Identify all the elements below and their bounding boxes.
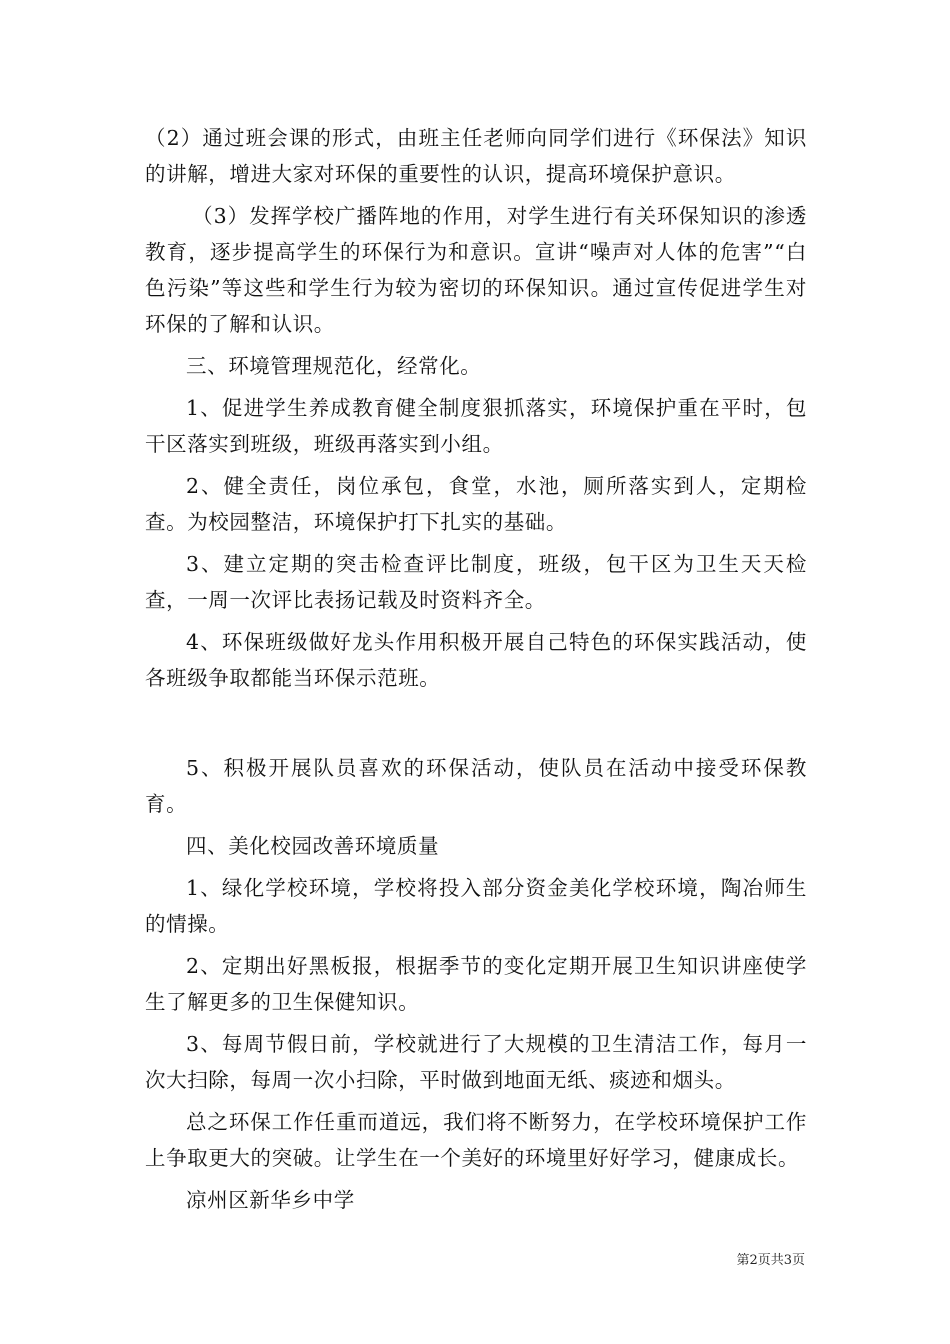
paragraph-management-4: 4、环保班级做好龙头作用积极开展自己特色的环保实践活动，使各班级争取都能当环保示范班。	[145, 630, 807, 690]
page-number: 第2页共3页	[736, 1253, 805, 1268]
heading-management: 三、环境管理规范化，经常化。	[186, 354, 482, 378]
paragraph-management-3: 3、建立定期的突击检查评比制度，班级，包干区为卫生天天检查，一周一次评比表扬记载及时资料齐全。	[145, 552, 807, 612]
section-gap	[145, 702, 807, 750]
paragraph-class-meeting: （2）通过班会课的形式，由班主任老师向同学们进行《环保法》知识的讲解，增进大家对环保的重要性的认识，提高环境保护意识。	[145, 126, 807, 186]
heading-beautify: 四、美化校园改善环境质量	[186, 834, 440, 858]
paragraph-beautify-3: 3、每周节假日前，学校就进行了大规模的卫生清洁工作，每月一次大扫除，每周一次小扫除，平时做到地面无纸、痰迹和烟头。	[145, 1032, 807, 1092]
paragraph-management-5: 5、积极开展队员喜欢的环保活动，使队员在活动中接受环保教育。	[145, 756, 807, 816]
paragraph-conclusion: 总之环保工作任重而道远，我们将不断努力，在学校环境保护工作上争取更大的突破。让学生在一个美好的环境里好好学习，健康成长。	[145, 1110, 807, 1170]
paragraph-broadcast: （3）发挥学校广播阵地的作用，对学生进行有关环保知识的渗透教育，逐步提高学生的环保行为和意识。宣讲“噪声对人体的危害”“白色污染”等这些和学生行为较为密切的环保知识。通过宣传促进学生对环保的了解和认识。	[145, 204, 807, 336]
paragraph-management-2: 2、健全责任，岗位承包，食堂，水池，厕所落实到人，定期检查。为校园整洁，环境保护打下扎实的基础。	[145, 474, 807, 534]
paragraph-management-1: 1、促进学生养成教育健全制度狠抓落实，环境保护重在平时，包干区落实到班级，班级再落实到小组。	[145, 396, 807, 456]
signature-school: 凉州区新华乡中学	[186, 1188, 355, 1212]
document-body	[145, 120, 807, 1224]
paragraph-beautify-1: 1、绿化学校环境，学校将投入部分资金美化学校环境，陶冶师生的情操。	[145, 876, 807, 936]
paragraph-beautify-2: 2、定期出好黑板报，根据季节的变化定期开展卫生知识讲座使学生了解更多的卫生保健知识。	[145, 954, 807, 1014]
